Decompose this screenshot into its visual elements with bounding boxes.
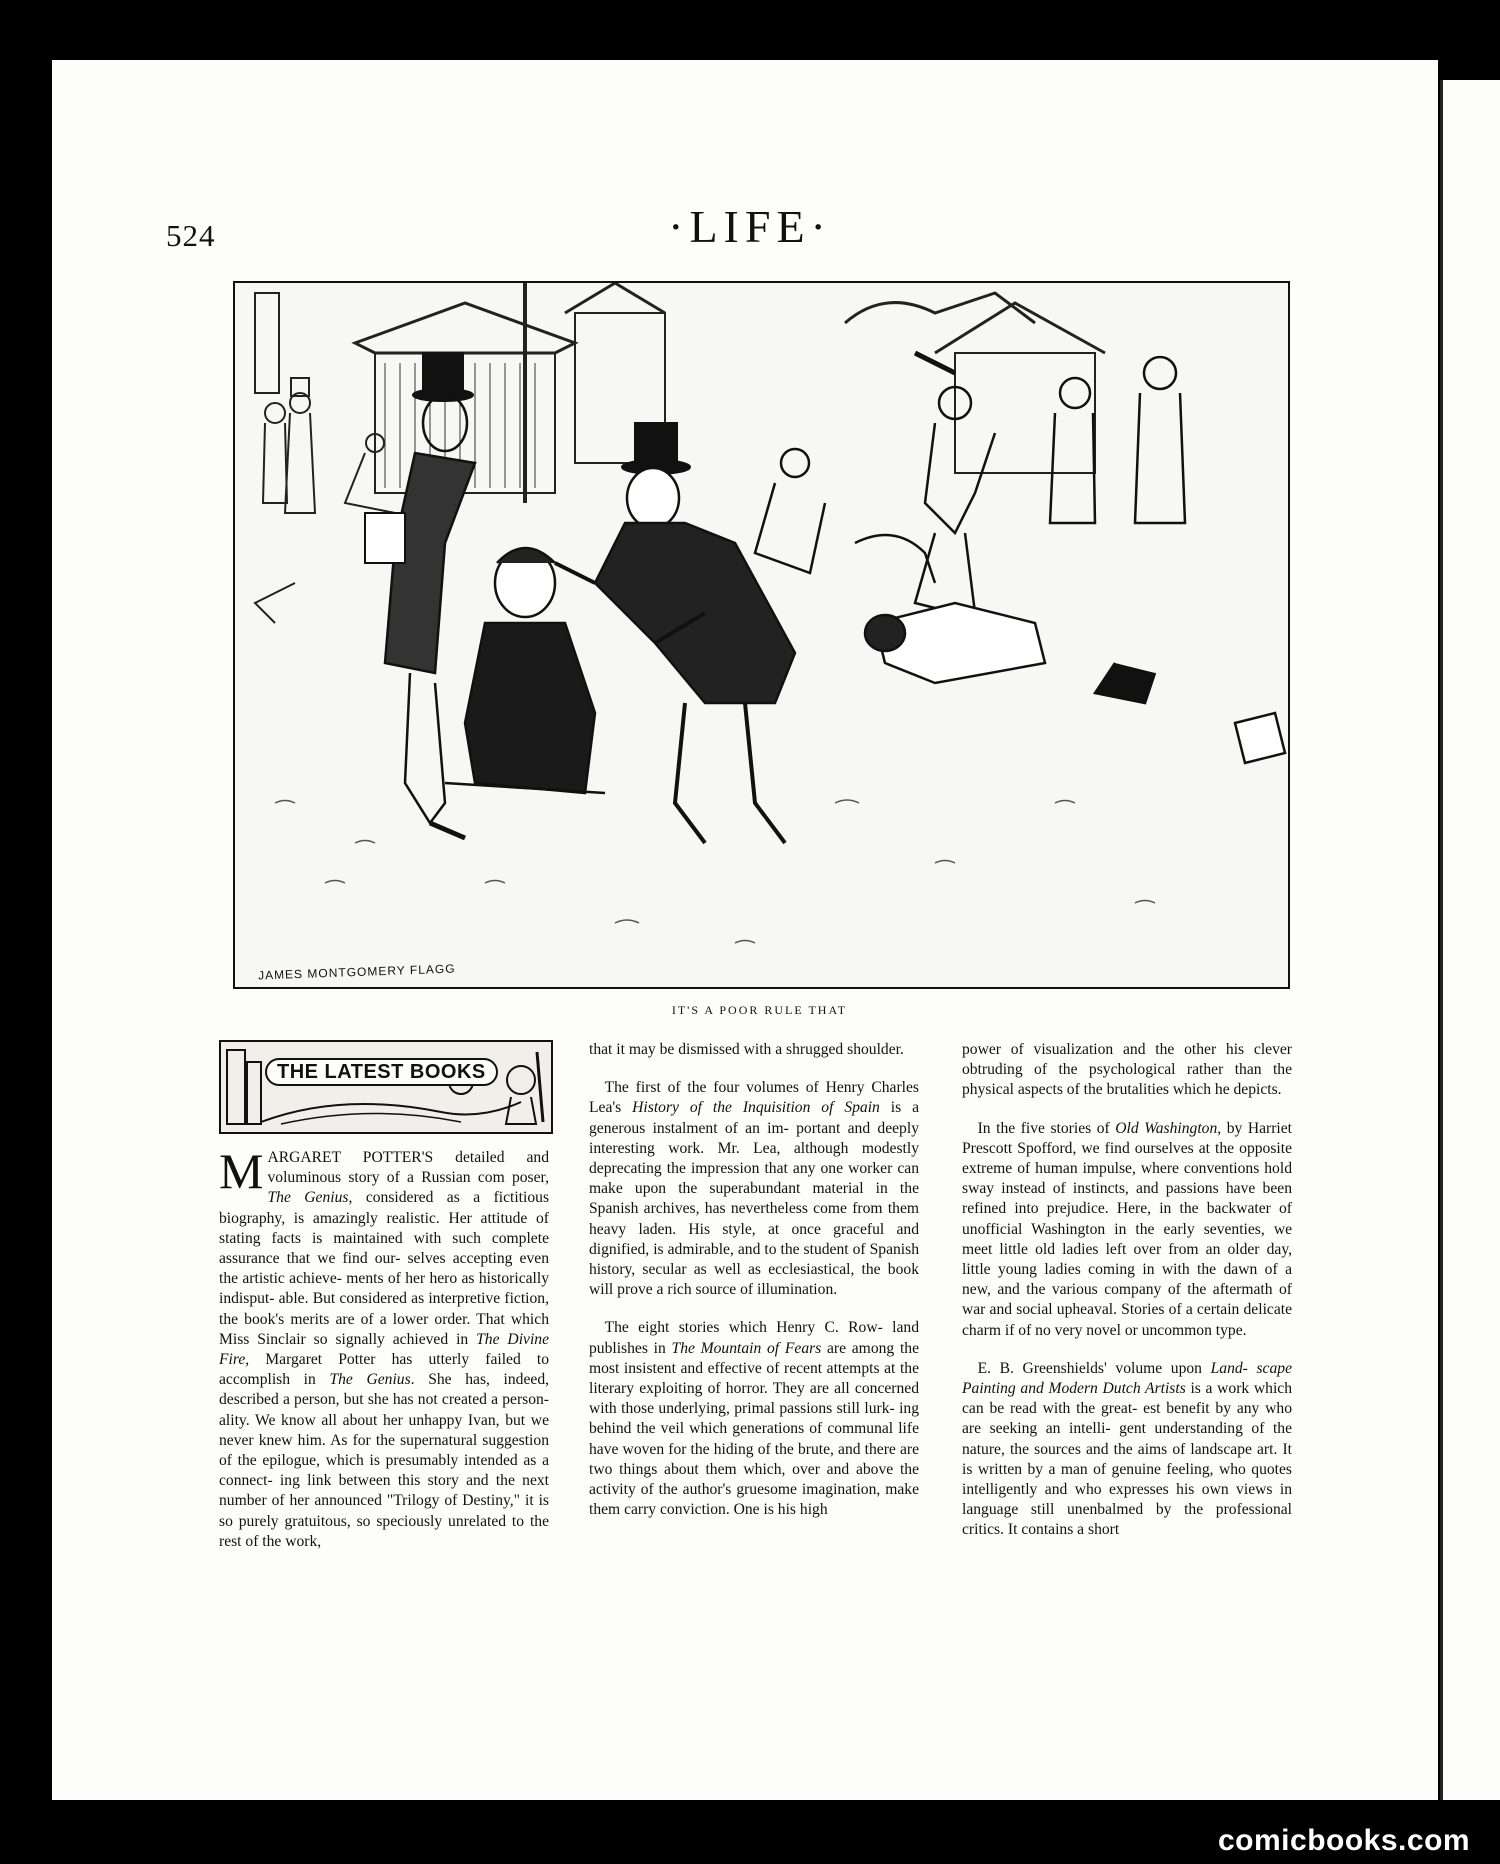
- cartoon-drawing: [235, 283, 1288, 987]
- cartoon-illustration: [233, 281, 1290, 989]
- paragraph: [589, 1078, 919, 1300]
- site-watermark: comicbooks.com: [1218, 1824, 1471, 1857]
- book-title: Old Washington: [1115, 1119, 1218, 1137]
- book-title: The Genius: [267, 1189, 349, 1207]
- illustration-caption: IT'S A POOR RULE THAT: [671, 1003, 848, 1017]
- paragraph: power of visualization and the other his clever obtruding of the psychological rather than the physical aspects of the brutalities which he depicts.: [962, 1041, 1292, 1099]
- paragraph: that it may be dismissed with a shrugged shoulder.: [589, 1041, 904, 1058]
- section-title: THE LATEST BOOKS: [265, 1058, 498, 1086]
- text-column-3: [962, 1040, 1292, 1559]
- text-column-1: [219, 1040, 549, 1570]
- drop-cap: M: [219, 1143, 264, 1199]
- text-run: The first of the four volumes of Henry Charles Lea's: [589, 1079, 919, 1117]
- text-run: , Margaret Potter has utterly failed to accomplish in: [219, 1351, 549, 1389]
- paragraph: [962, 1359, 1292, 1541]
- text-run: is a work which can be read with the great- est benefit by any who are seeking an intelli- gent understanding of the nature, the sources and the aims of landscape art. It is written by a man of genuine feeling, who quotes intelligently and who expresses his own views in language still unenbalmed by the professional critics. It contains a short: [962, 1380, 1293, 1539]
- text-run: E. B. Greenshields' volume upon: [977, 1359, 1211, 1377]
- text-run: , by Harriet Prescott Spofford, we find ourselves at the opposite extreme of human impulse, where conventions hold sway instead of instincts, and passions have been refined into prejudice. Here, in the backwater of unofficial Washington in the early seventies, we meet little old ladies left over from an older day, little young ladies coming in with the dawn of a new, and the various company of the aftermath of war and social upheaval. Stories of a certain delicate charm if of no very novel or uncommon type.: [962, 1119, 1292, 1339]
- text-run: In the five stories of: [977, 1119, 1116, 1137]
- banner-ornament: [221, 1042, 551, 1132]
- text-run: The eight stories which Henry C. Row- land publishes in: [589, 1319, 919, 1357]
- artist-signature: JAMES MONTGOMERY FLAGG: [257, 961, 456, 983]
- text-run: , considered as a fictitious biography, is amazingly realistic. Her attitude of stating facts is maintained with such complete assurance that we find our- selves accepting even the artistic achieve- ments of her hero as historically indisput- able. But considered as interpretive fiction, the book's merits are of a lower order. That which Miss Sinclair so signally achieved in: [219, 1189, 550, 1348]
- book-title: The Divine Fire: [219, 1330, 549, 1369]
- text-run: is a generous instalment of an im- portant and deeply interesting work. Mr. Lea, although modestly deprecating the impression that any one worker can make upon the superabundant material in the Spanish archives, has nevertheless come from them heavy laden. His style, at once graceful and dignified, is admirable, and to the student of Spanish history, secular as well as ecclesiastical, the book will prove a rich source of illumination.: [589, 1099, 919, 1299]
- book-title: The Mountain of Fears: [671, 1339, 822, 1357]
- paragraph: [589, 1318, 919, 1520]
- page-number: 524: [166, 218, 216, 253]
- text-column-2: [589, 1040, 919, 1538]
- book-title: Land- scape Painting and Modern Dutch Artists: [962, 1359, 1292, 1398]
- text-run: ARGARET POTTER'S detailed and voluminous story of a Russian com poser,: [267, 1149, 549, 1187]
- section-header-banner: [219, 1040, 553, 1134]
- text-run: . She has, indeed, described a person, but she has not created a person- ality. We know all about her unhappy Ivan, but we never knew him. As for the supernatural suggestion of the epilogue, which is presumably intended as a connect- ing link between this story and the next number of her announced "Trilogy of Destiny," it is so purely gratuitous, so speciously unrelated to the rest of the work,: [219, 1371, 550, 1550]
- text-run: are among the most insistent and effective of recent attempts at the literary exploiting of horror. They are all concerned with those underlying, primal passions still lurk- ing behind the veil which generations of communal life have woven for the hiding of the brute, and there are two things about them which, over and above the activity of the author's gruesome imagination, make them carry conviction. One is his high: [589, 1339, 919, 1519]
- paragraph: [962, 1119, 1292, 1341]
- book-title: History of the Inquisition of Spain: [632, 1099, 880, 1117]
- book-title: The Genius: [329, 1371, 411, 1389]
- paragraph: [219, 1143, 550, 1552]
- masthead-title: ·LIFE·: [668, 201, 832, 252]
- adjacent-page-edge: [1440, 80, 1500, 1800]
